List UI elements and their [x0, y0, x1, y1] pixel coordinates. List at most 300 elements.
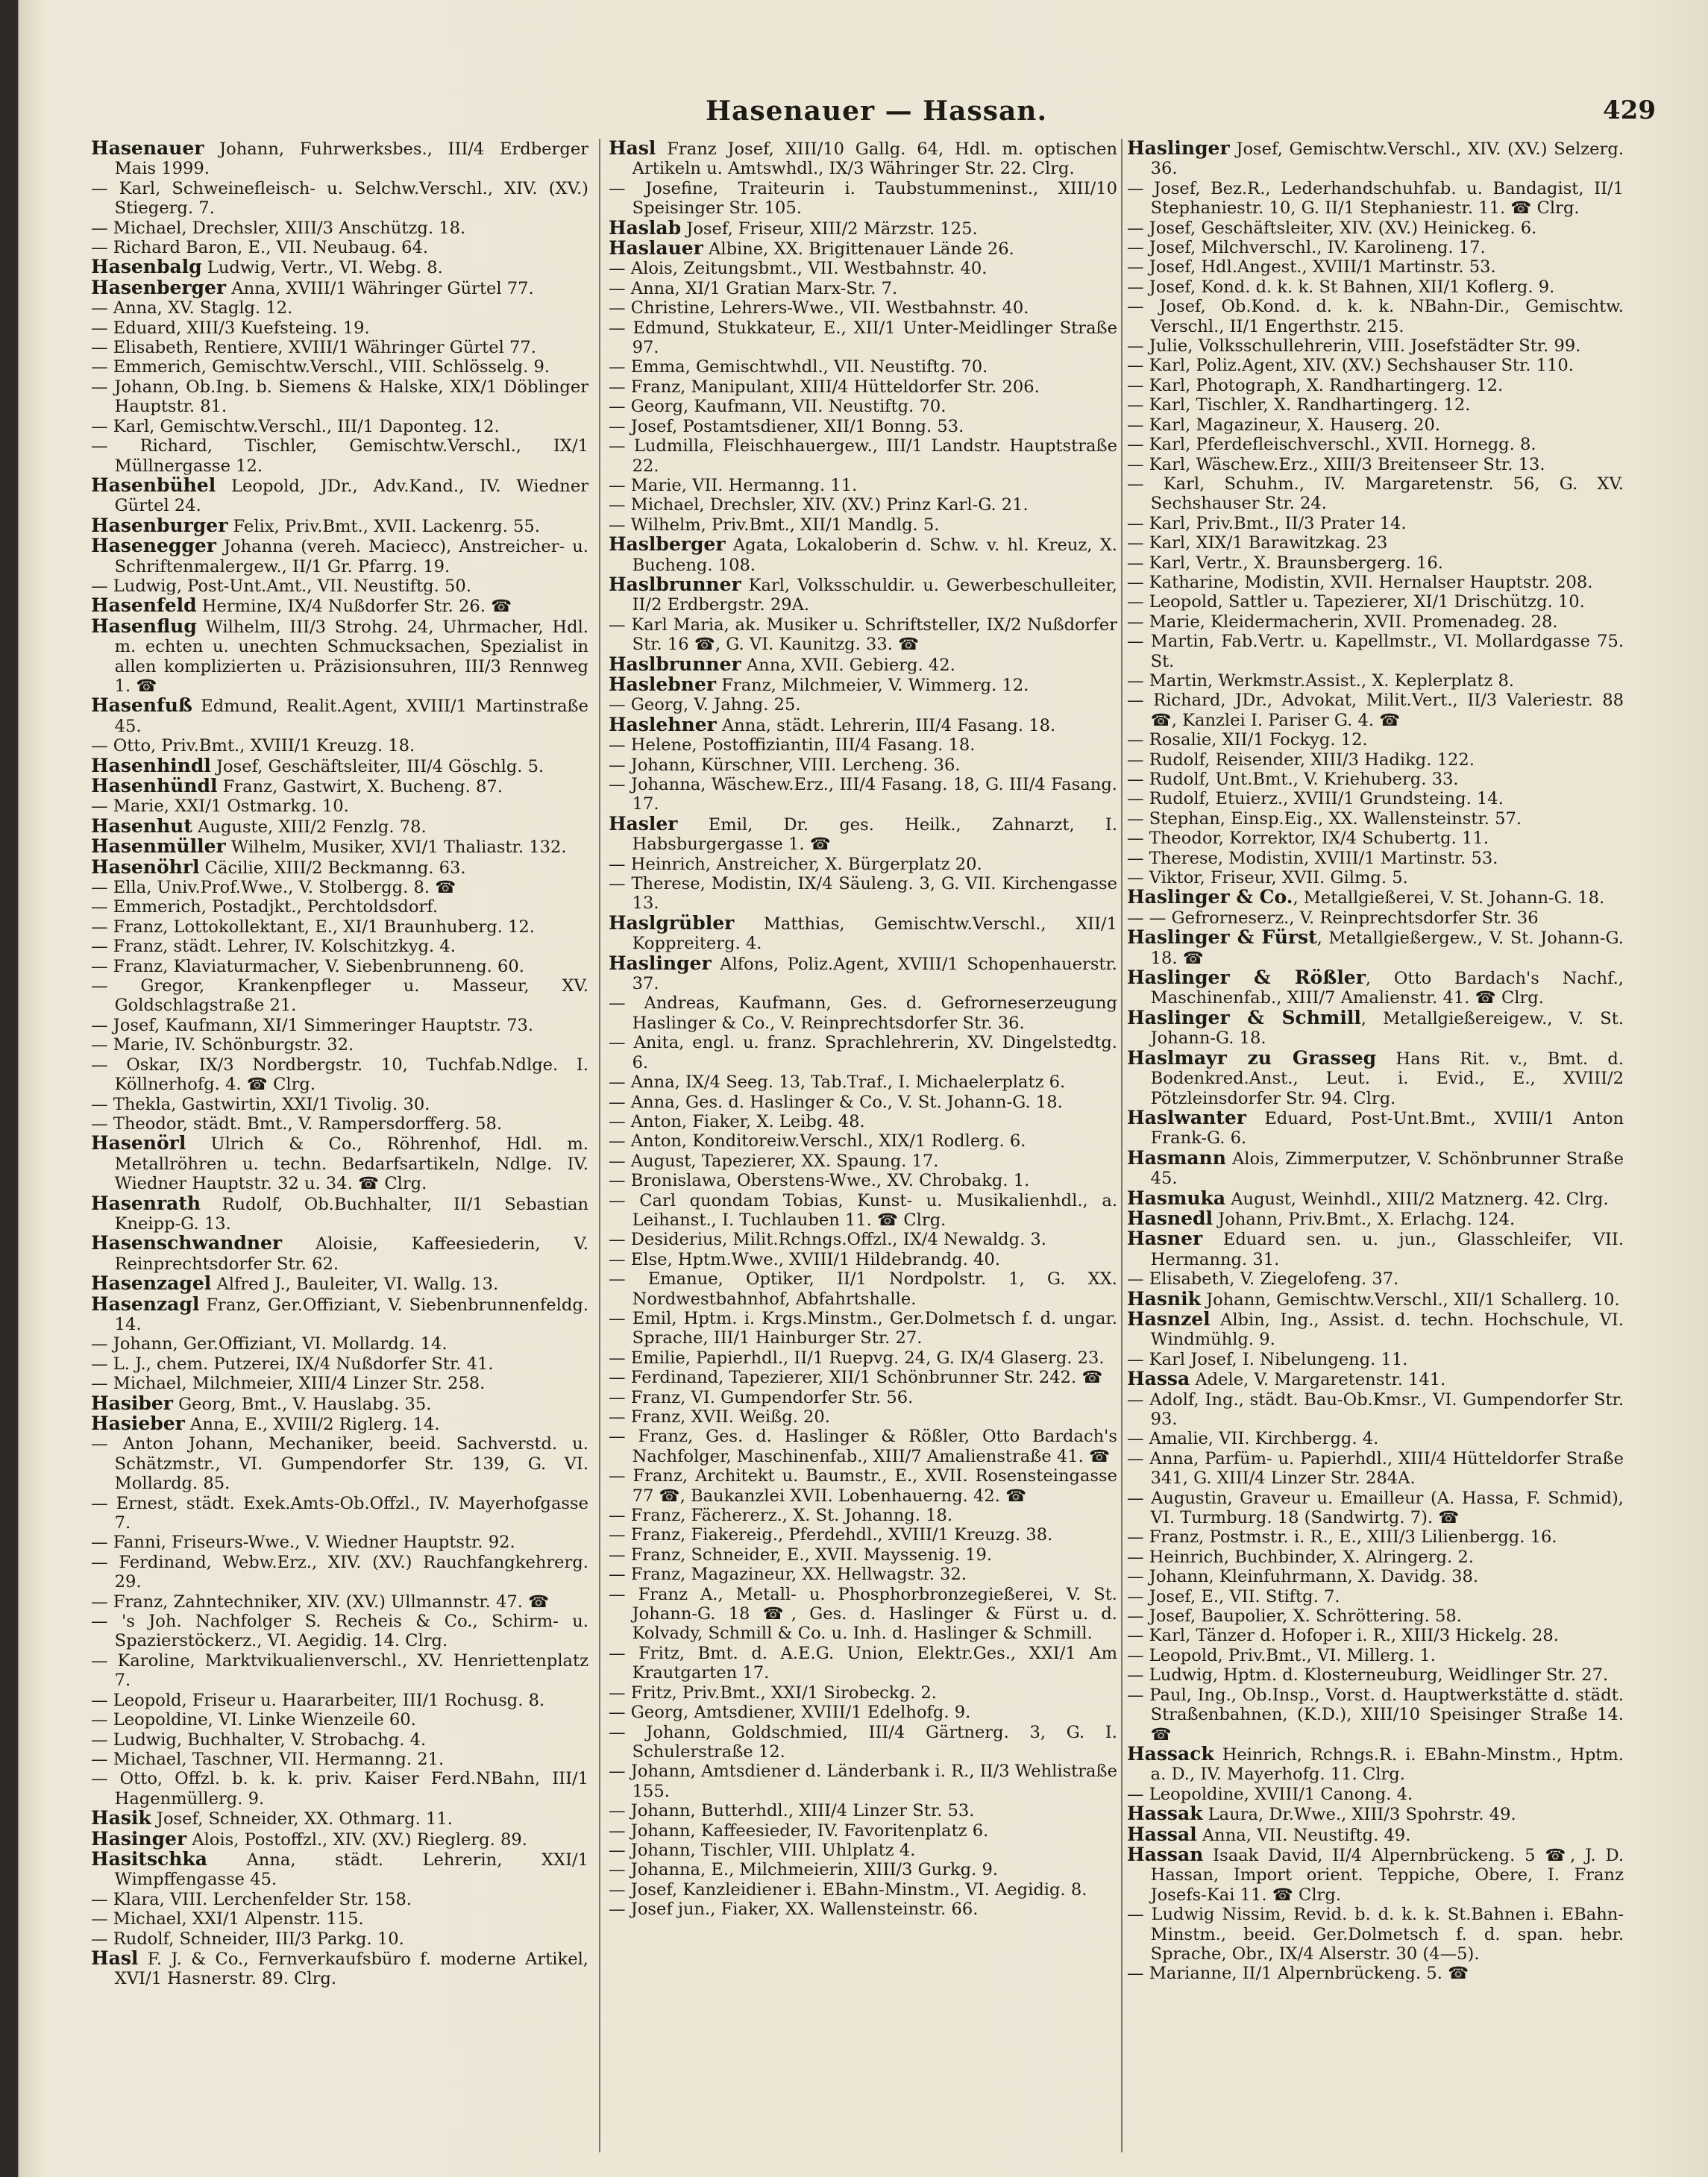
directory-entry — [1127, 553, 1624, 573]
directory-entry — [91, 736, 588, 755]
directory-entry — [1127, 1289, 1624, 1310]
entry-surname: Hassal — [1127, 1823, 1197, 1845]
entry-details: — Otto, Priv.Bmt., XVIII/1 Kreuzg. 18. — [91, 736, 415, 756]
directory-entry — [609, 575, 1117, 615]
directory-entry — [609, 1388, 1117, 1407]
entry-details: — Josefine, Traiteurin i. Taubstummeninst., XIII/10 Speisinger Str. 105. — [609, 178, 1117, 219]
entry-surname: Haslmayr zu Grasseg — [1127, 1046, 1377, 1069]
directory-entry — [91, 1750, 588, 1769]
directory-entry — [91, 1354, 588, 1374]
entry-details: — Rudolf, Schneider, III/3 Parkg. 10. — [91, 1929, 404, 1949]
entry-details: — Josef, Ob.Kond. d. k. k. NBahn-Dir., Gemischtw. Verschl., II/1 Engerthstr. 215. — [1127, 297, 1624, 336]
directory-entry — [91, 797, 588, 816]
entry-details: — Paul, Ing., Ob.Insp., Vorst. d. Hauptwerkstätte d. städt. Straßenbahnen, (K.D.), XIII/10 Speisinger Straße 14. ☎ — [1127, 1685, 1624, 1744]
directory-entry — [609, 377, 1117, 397]
entry-surname: Hasenzagel — [91, 1272, 212, 1295]
directory-entry — [91, 1334, 588, 1354]
entry-details: Aloisie, Kaffeesiederin, V. Reinprechtsdorfer Str. 62. — [114, 1234, 588, 1274]
directory-entry — [609, 775, 1117, 814]
directory-entry — [91, 1691, 588, 1710]
directory-entry — [609, 515, 1117, 535]
entry-details: — Christine, Lehrers-Wwe., VII. Westbahnstr. 40. — [609, 298, 1029, 318]
directory-entry — [609, 814, 1117, 855]
entry-details: Alois, Zimmerputzer, V. Schönbrunner Straße 45. — [1150, 1149, 1624, 1189]
directory-entry — [609, 1152, 1117, 1171]
directory-entry — [609, 1230, 1117, 1249]
entry-surname: Hasenauer — [91, 139, 204, 159]
directory-entry — [91, 577, 588, 596]
entry-details: — Johann, Kleinfuhrmann, X. Davidg. 38. — [1127, 1567, 1479, 1587]
entry-details: Franz, Milchmeier, V. Wimmerg. 12. — [716, 675, 1029, 695]
directory-entry — [91, 357, 588, 377]
directory-entry — [91, 1292, 588, 1335]
directory-entry — [609, 1407, 1117, 1427]
directory-entry — [1127, 1567, 1624, 1586]
directory-entry — [91, 1234, 588, 1274]
entry-details: — Emma, Gemischtwhdl., VII. Neustiftg. 70. — [609, 357, 988, 377]
directory-entry — [609, 675, 1117, 695]
directory-entry — [609, 1033, 1117, 1072]
entry-details: — Franz, Fiakereig., Pferdehdl., XVIII/1 Kreuzg. 38. — [609, 1525, 1053, 1545]
directory-entry — [91, 298, 588, 318]
entry-details: — Emilie, Papierhdl., II/1 Ruepvg. 24, G. IX/4 Glaserg. 23. — [609, 1348, 1105, 1368]
directory-entry — [1127, 514, 1624, 533]
entry-details: Johann, Gemischtw.Verschl., XII/1 Schallerg. 10. — [1200, 1289, 1620, 1310]
entry-surname: Hasenfuß — [91, 694, 192, 717]
entry-details: Anna, VII. Neustiftg. 49. — [1196, 1825, 1411, 1845]
running-title: Hasenauer — Hassan. — [705, 95, 1048, 127]
entry-details: — Georg, Amtsdiener, XVIII/1 Edelhofg. 9. — [609, 1703, 971, 1723]
directory-entry — [609, 1171, 1117, 1190]
directory-entry — [609, 1900, 1117, 1919]
entry-details: — Wilhelm, Priv.Bmt., XII/1 Mandlg. 5. — [609, 515, 940, 535]
entry-details: Laura, Dr.Wwe., XIII/3 Spohrstr. 49. — [1202, 1805, 1516, 1825]
entry-details: — Karl, XIX/1 Barawitzkag. 23 — [1127, 533, 1388, 553]
directory-entry — [1127, 632, 1624, 671]
entry-details: Anna, XVII. Gebierg. 42. — [741, 655, 955, 675]
entry-details: — Anton, Konditoreiw.Verschl., XIX/1 Rodlerg. 6. — [609, 1131, 1026, 1152]
entry-surname: Hasmuka — [1127, 1187, 1226, 1209]
directory-entry — [91, 617, 588, 697]
entry-details: — Karl, Poliz.Agent, XIV. (XV.) Sechshauser Str. 110. — [1127, 356, 1574, 376]
entry-details: — Anna, IX/4 Seeg. 13, Tab.Traf., I. Michaelerplatz 6. — [609, 1072, 1066, 1093]
entry-details: — Josef, Hdl.Angest., XVIII/1 Martinstr. 53. — [1127, 257, 1496, 277]
entry-surname: Haslauer — [609, 237, 703, 260]
entry-details: — Josef, Kaufmann, XI/1 Simmeringer Hauptstr. 73. — [91, 1015, 533, 1035]
entry-details: Johann, Priv.Bmt., X. Erlachg. 124. — [1212, 1209, 1516, 1229]
entry-details: Auguste, XIII/2 Fenzlg. 78. — [192, 817, 427, 837]
entry-surname: Hasenzagl — [91, 1292, 200, 1315]
directory-entry — [609, 1309, 1117, 1348]
entry-details: — Karl, Photograph, X. Randhartingerg. 12. — [1127, 375, 1504, 395]
directory-entry — [91, 278, 588, 298]
directory-entry — [609, 1545, 1117, 1565]
directory-entry — [91, 837, 588, 857]
entry-details: — Franz A., Metall- u. Phosphorbronzegießerei, V. St. Johann-G. 18 ☎, Ges. d. Haslinger & Fürst u. d. Kolvady, Schmill & Co. u. Inh. d. Haslinger & Schmill. — [609, 1584, 1117, 1644]
directory-entry — [609, 1506, 1117, 1525]
directory-entry — [609, 615, 1117, 655]
directory-entry — [609, 535, 1117, 575]
entry-details: — Josef, E., VII. Stiftg. 7. — [1127, 1586, 1340, 1606]
directory-entry — [609, 1466, 1117, 1506]
entry-details: — Anna, XV. Staglg. 12. — [91, 298, 293, 318]
directory-entry — [1127, 592, 1624, 612]
entry-details: — Anton Johann, Mechaniker, beeid. Sachverstd. u. Schätzmstr., VI. Gumpendorfer Str. 139, G. VI. Mollardg. 85. — [91, 1434, 588, 1494]
entry-surname: Haslberger — [609, 533, 726, 556]
entry-surname: Hasl — [91, 1947, 139, 1969]
directory-entry — [1127, 376, 1624, 395]
entry-details: — August, Tapezierer, XX. Spaung. 17. — [609, 1151, 939, 1171]
entry-surname: Hasenhündl — [91, 775, 218, 797]
directory-entry — [91, 937, 588, 956]
entry-details: — Martin, Fab.Vertr. u. Kapellmstr., VI. Mollardgasse 75. St. — [1127, 632, 1624, 671]
entry-surname: Haslinger — [1127, 139, 1230, 159]
directory-entry — [1127, 908, 1624, 928]
entry-details: — Rosalie, XII/1 Fockyg. 12. — [1127, 730, 1368, 750]
entry-details: Josef, Friseur, XIII/2 Märzstr. 125. — [681, 219, 978, 239]
entry-details: , Metallgießereigew., V. St. Johann-G. 18. — [1150, 1008, 1624, 1049]
directory-entry — [1127, 1369, 1624, 1389]
entry-details: — Carl quondam Tobias, Kunst- u. Musikalienhdl., a. Leihanst., I. Tuchlauben 11. ☎ Clrg. — [609, 1190, 1117, 1230]
directory-entry — [91, 417, 588, 436]
entry-surname: Hasenhindl — [91, 754, 211, 776]
entry-details: — Anna, XI/1 Gratian Marx-Str. 7. — [609, 278, 898, 298]
directory-entry — [91, 1134, 588, 1193]
entry-details: — Franz, Architekt u. Baumstr., E., XVII. Rosensteingasse 77 ☎, Baukanzlei XVII. Lobenhauerng. 42. ☎ — [609, 1466, 1117, 1506]
directory-entry — [1127, 336, 1624, 356]
directory-entry — [91, 436, 588, 476]
directory-entry — [91, 596, 588, 616]
directory-entry — [91, 377, 588, 417]
entry-details: — Ludwig Nissim, Revid. b. d. k. k. St.Bahnen i. EBahn-Minstm., beeid. Ger.Dolmetsch f. d. span. hebr. Sprache, Obr., IX/4 Alserstr. 30 (4—5). — [1127, 1905, 1624, 1964]
directory-entry — [1127, 395, 1624, 415]
entry-details: Edmund, Realit.Agent, XVIII/1 Martinstraße 45. — [114, 697, 588, 736]
directory-entry — [609, 954, 1117, 994]
entry-surname: Haslinger & Schmill — [1127, 1006, 1361, 1028]
entry-details: — Viktor, Friseur, XVII. Gilmg. 5. — [1127, 868, 1408, 888]
entry-details: — Anita, engl. u. franz. Sprachlehrerin, XV. Dingelstedtg. 6. — [609, 1033, 1117, 1072]
entry-details: — Leopoldine, XVIII/1 Canong. 4. — [1127, 1784, 1413, 1804]
directory-entry — [609, 1723, 1117, 1762]
entry-details: — Karl, Gemischtw.Verschl., III/1 Daponteg. 12. — [91, 416, 500, 436]
entry-surname: Hasenburger — [91, 514, 228, 536]
entry-details: — Ella, Univ.Prof.Wwe., V. Stolbergg. 8. ☎ — [91, 878, 456, 898]
entry-surname: Haslinger & Fürst — [1127, 926, 1317, 949]
entry-details: — Ferdinand, Webw.Erz., XIV. (XV.) Rauchfangkehrerg. 29. — [91, 1552, 588, 1592]
entry-details: — Karl, Tischler, X. Randhartingerg. 12. — [1127, 395, 1471, 415]
directory-entry — [91, 318, 588, 338]
entry-surname: Hasenflug — [91, 615, 197, 637]
entry-surname: Hasenberger — [91, 276, 227, 298]
directory-entry — [1127, 1646, 1624, 1665]
directory-entry — [1127, 1489, 1624, 1528]
entry-details: — Leopold, Priv.Bmt., VI. Millerg. 1. — [1127, 1645, 1436, 1665]
entry-details: Hans Rit. v., Bmt. d. Bodenkred.Anst., Leut. i. Evid., E., XVIII/2 Pötzleinsdorfer Str. 94. Clrg. — [1150, 1049, 1624, 1108]
directory-entry — [1127, 1804, 1624, 1824]
entry-details: — Else, Hptm.Wwe., XVIII/1 Hildebrandg. 40. — [609, 1249, 1000, 1269]
directory-entry — [91, 814, 588, 837]
entry-details: Emil, Dr. ges. Heilk., Zahnarzt, I. Habsburgergasse 1. ☎ — [632, 814, 1117, 855]
directory-entry — [609, 318, 1117, 358]
directory-entry — [1127, 928, 1624, 968]
entry-surname: Hasler — [609, 812, 678, 835]
entry-details: Franz Josef, XIII/10 Gallg. 64, Hdl. m. optischen Artikeln u. Amtswhdl., IX/3 Währinger Str. 22. Clrg. — [632, 139, 1117, 179]
directory-entry — [91, 179, 588, 219]
directory-entry — [1127, 179, 1624, 219]
book-spine — [0, 0, 18, 2177]
directory-entry — [1127, 1146, 1624, 1189]
entry-surname: Hasl — [609, 139, 656, 159]
entry-details: — Richard, JDr., Advokat, Milit.Vert., II/3 Valeriestr. 88 ☎, Kanzlei I. Pariser G. 4. ☎ — [1127, 691, 1624, 730]
entry-surname: Haslinger & Rößler — [1127, 967, 1366, 989]
entry-details: — Karl, Tänzer d. Hofoper i. R., XIII/3 Hickelg. 28. — [1127, 1626, 1559, 1646]
directory-entry — [1127, 770, 1624, 789]
directory-entry — [609, 655, 1117, 675]
directory-entry — [609, 1112, 1117, 1131]
directory-entry — [1127, 1527, 1624, 1547]
directory-entry — [609, 1880, 1117, 1900]
directory-entry — [91, 1890, 588, 1909]
entry-details: — Martin, Werkmstr.Assist., X. Keplerplatz 8. — [1127, 670, 1515, 691]
entry-details: — Ludwig, Buchhalter, V. Strobachg. 4. — [91, 1730, 427, 1750]
page-number: 429 — [1603, 95, 1656, 125]
entry-details: — Desiderius, Milit.Rchngs.Offzl., IX/4 Newaldg. 3. — [609, 1230, 1046, 1250]
entry-details: — Ludwig, Hptm. d. Klosterneuburg, Weidlinger Str. 27. — [1127, 1665, 1609, 1686]
entry-details: Alfons, Poliz.Agent, XVIII/1 Schopenhauerstr. 37. — [632, 954, 1117, 994]
directory-entry — [609, 1860, 1117, 1879]
entry-details: Josef, Gemischtw.Verschl., XIV. (XV.) Selzerg. 36. — [1150, 139, 1624, 179]
entry-surname: Haslab — [609, 216, 682, 239]
entry-details: — Karl, Schuhm., IV. Margaretenstr. 56, G. XV. Sechshauser Str. 24. — [1127, 474, 1624, 514]
directory-entry — [91, 1769, 588, 1809]
entry-details: — Michael, Drechsler, XIII/3 Anschützg. 18. — [91, 218, 466, 238]
entry-details: Alfred J., Bauleiter, VI. Wallg. 13. — [211, 1275, 499, 1295]
entry-details: — Leopold, Sattler u. Tapezierer, XI/1 Drischützg. 10. — [1127, 592, 1585, 612]
directory-entry — [91, 917, 588, 937]
directory-entry — [1127, 1390, 1624, 1430]
entry-surname: Haslebner — [609, 673, 717, 695]
directory-entry — [91, 1494, 588, 1533]
directory-entry — [1127, 1964, 1624, 1983]
entry-details: — Johann, Tischler, VIII. Uhlplatz 4. — [609, 1840, 916, 1860]
directory-entry — [609, 259, 1117, 278]
entry-surname: Hasnik — [1127, 1287, 1201, 1310]
directory-entry — [609, 1703, 1117, 1722]
directory-entry — [609, 874, 1117, 914]
entry-surname: Hasitschka — [91, 1847, 207, 1870]
entry-details: — Franz, Schneider, E., XVII. Mayssenig. 19. — [609, 1545, 993, 1565]
entry-details: — Josef, Kanzleidiener i. EBahn-Minstm., VI. Aegidig. 8. — [609, 1879, 1087, 1900]
entry-surname: Hassan — [1127, 1843, 1204, 1865]
directory-entry — [1127, 1686, 1624, 1744]
directory-entry — [609, 357, 1117, 377]
entry-surname: Haslinger — [609, 952, 712, 974]
directory-entry — [91, 1533, 588, 1552]
column-middle — [609, 139, 1117, 2160]
entry-surname: Hasenrath — [91, 1192, 201, 1214]
entry-details: — Eduard, XIII/3 Kuefsteing. 19. — [91, 318, 370, 338]
entry-details: Matthias, Gemischtw.Verschl., XII/1 Koppreiterg. 4. — [632, 914, 1117, 954]
directory-entry — [1127, 868, 1624, 888]
entry-details: — Ludmilla, Fleischhauergew., III/1 Landstr. Hauptstraße 22. — [609, 436, 1117, 476]
directory-entry — [91, 1592, 588, 1612]
entry-surname: Hasenöhrl — [91, 855, 200, 878]
column-divider — [599, 139, 600, 2152]
directory-entry — [609, 1801, 1117, 1821]
directory-entry — [91, 696, 588, 736]
entry-details: — Katharine, Modistin, XVII. Hernalser Hauptstr. 208. — [1127, 572, 1593, 592]
entry-details: — Theodor, Korrektor, IX/4 Schubertg. 11. — [1127, 829, 1489, 849]
directory-entry — [1127, 968, 1624, 1008]
column-right — [1127, 139, 1624, 2160]
entry-details: — Karl, Magazineur, X. Hauserg. 20. — [1127, 415, 1441, 435]
entry-details: — Rudolf, Etuierz., XVIII/1 Grundsteing. 14. — [1127, 789, 1504, 809]
directory-entry — [1127, 1845, 1624, 1905]
entry-details: — Michael, XXI/1 Alpenstr. 115. — [91, 1909, 364, 1929]
entry-details: Alois, Postoffzl., XIV. (XV.) Rieglerg. 89. — [186, 1829, 527, 1850]
column-left — [91, 139, 588, 2160]
entry-surname: Hasenhut — [91, 814, 192, 837]
entry-details: — Josef, Baupolier, X. Schröttering. 58. — [1127, 1606, 1462, 1627]
directory-entry — [91, 1949, 588, 1989]
entry-details: Albin, Ing., Assist. d. techn. Hochschule, VI. Windmühlg. 9. — [1150, 1310, 1624, 1350]
directory-entry — [1127, 1046, 1624, 1108]
entry-details: August, Weinhdl., XIII/2 Matznerg. 42. Clrg. — [1225, 1189, 1609, 1209]
entry-details: Cäcilie, XIII/2 Beckmanng. 63. — [199, 858, 466, 878]
entry-details: — 's Joh. Nachfolger S. Recheis & Co., Schirm- u. Spazierstöckerz., VI. Aegidig. 14. Clrg. — [91, 1612, 588, 1651]
entry-details: — Edmund, Stukkateur, E., XII/1 Unter-Meidlinger Straße 97. — [609, 318, 1117, 358]
entry-details: — Heinrich, Anstreicher, X. Bürgerplatz 20. — [609, 854, 982, 874]
directory-entry — [609, 216, 1117, 239]
entry-details: — L. J., chem. Putzerei, IX/4 Nußdorfer Str. 41. — [91, 1354, 494, 1374]
entry-surname: Hasinger — [91, 1827, 187, 1850]
directory-entry — [1127, 415, 1624, 435]
entry-details: — Marie, IV. Schönburgstr. 32. — [91, 1035, 354, 1055]
entry-surname: Hassak — [1127, 1803, 1203, 1825]
directory-entry — [609, 1841, 1117, 1860]
entry-details: — Elisabeth, Rentiere, XVIII/1 Währinger Gürtel 77. — [91, 338, 536, 358]
entry-details: — Franz, Manipulant, XIII/4 Hütteldorfer Str. 206. — [609, 377, 1040, 397]
entry-details: — Karl, Pferdefleischverschl., XVII. Hornegg. 8. — [1127, 435, 1536, 455]
directory-entry — [91, 1374, 588, 1393]
directory-entry — [1127, 435, 1624, 454]
entry-details: — Karoline, Marktvikualienverschl., XV. Henriettenplatz 7. — [91, 1650, 588, 1691]
directory-entry — [609, 1348, 1117, 1368]
directory-entry — [91, 1114, 588, 1134]
entry-details: — Oskar, IX/3 Nordbergstr. 10, Tuchfab.Ndlge. I. Köllnerhofg. 4. ☎ Clrg. — [91, 1055, 588, 1095]
entry-details: — Franz, Ges. d. Haslinger & Rößler, Otto Bardach's Nachfolger, Maschinenfab., XIII/7 Amalienstraße 41. ☎ — [609, 1427, 1117, 1466]
directory-entry — [91, 257, 588, 277]
directory-entry — [609, 993, 1117, 1033]
entry-details: — Michael, Drechsler, XIV. (XV.) Prinz Karl-G. 21. — [609, 495, 1029, 515]
entry-details: — Rudolf, Reisender, XIII/3 Hadikg. 122. — [1127, 750, 1475, 770]
entry-details: — Franz, Klaviaturmacher, V. Siebenbrunneng. 60. — [91, 956, 524, 976]
directory-entry — [609, 1585, 1117, 1644]
directory-entry — [1127, 1785, 1624, 1804]
entry-surname: Haslbrunner — [609, 653, 741, 675]
entry-details: Ulrich & Co., Röhrenhof, Hdl. m. Metallröhren u. techn. Bedarfsartikeln, Ndlge. IV. Wiedner Hauptstr. 32 u. 34. ☎ Clrg. — [114, 1134, 588, 1194]
directory-entry — [609, 695, 1117, 714]
column-divider — [1121, 139, 1123, 2152]
entry-details: — Emanue, Optiker, II/1 Nordpolstr. 1, G. XX. Nordwestbahnhof, Abfahrtshalle. — [609, 1269, 1117, 1309]
entry-surname: Hasieber — [91, 1413, 185, 1434]
directory-entry — [91, 1414, 588, 1434]
directory-entry — [609, 911, 1117, 954]
directory-entry — [91, 476, 588, 516]
directory-entry — [91, 1730, 588, 1750]
directory-entry — [91, 1710, 588, 1730]
entry-details: Albine, XX. Brigittenauer Lände 26. — [703, 239, 1014, 260]
directory-entry — [609, 1762, 1117, 1801]
entry-details: Anna, XVIII/1 Währinger Gürtel 77. — [226, 278, 534, 298]
directory-entry — [1127, 1209, 1624, 1229]
entry-details: — Richard, Tischler, Gemischtw.Verschl., IX/1 Müllnergasse 12. — [91, 436, 588, 476]
entry-details: Agata, Lokaloberin d. Schw. v. hl. Kreuz, X. Bucheng. 108. — [632, 535, 1117, 575]
directory-entry — [609, 855, 1117, 874]
entry-details: — Marie, VII. Hermanng. 11. — [609, 475, 858, 495]
entry-details: — Karl, Schweinefleisch- u. Selchw.Verschl., XIV. (XV.) Stiegerg. 7. — [91, 178, 588, 219]
entry-surname: Haslbrunner — [609, 573, 741, 595]
directory-entry — [91, 1909, 588, 1929]
entry-details: Anna, E., XVIII/2 Riglerg. 14. — [184, 1415, 440, 1434]
directory-entry — [1127, 297, 1624, 336]
entry-details: — Thekla, Gastwirtin, XXI/1 Tivolig. 30. — [91, 1094, 430, 1114]
entry-details: — Rudolf, Unt.Bmt., V. Kriehuberg. 33. — [1127, 770, 1459, 789]
entry-details: — Therese, Modistin, XVIII/1 Martinstr. 53. — [1127, 848, 1498, 868]
directory-entry — [91, 878, 588, 897]
directory-entry — [1127, 1429, 1624, 1448]
entry-details: Anna, städt. Lehrerin, XXI/1 Wimpffengasse 45. — [114, 1850, 588, 1890]
entry-details: — Anna, Ges. d. Haslinger & Co., V. St. Johann-G. 18. — [609, 1092, 1063, 1112]
entry-details: — Johann, Kürschner, VIII. Lercheng. 36. — [609, 755, 961, 775]
entry-details: Johann, Fuhrwerksbes., III/4 Erdberger Mais 1999. — [114, 139, 588, 179]
entry-details: — Helene, Postoffiziantin, III/4 Fasang. 18. — [609, 735, 976, 755]
directory-entry — [1127, 671, 1624, 691]
entry-details: , Otto Bardach's Nachf., Maschinenfab., XIII/7 Amalienstr. 41. ☎ Clrg. — [1150, 969, 1624, 1008]
directory-entry — [91, 1095, 588, 1114]
entry-details: — Stephan, Einsp.Eig., XX. Wallensteinstr. 57. — [1127, 808, 1522, 829]
entry-details: — Franz, Magazineur, XX. Hellwagstr. 32. — [609, 1565, 967, 1585]
directory-entry — [91, 338, 588, 357]
entry-details: — Georg, V. Jahng. 25. — [609, 695, 801, 715]
entry-details: — Karl, Priv.Bmt., II/3 Prater 14. — [1127, 513, 1407, 533]
entry-details: — Anna, Parfüm- u. Papierhdl., XIII/4 Hütteldorfer Straße 341, G. XIII/4 Linzer Str. 284A. — [1127, 1448, 1624, 1489]
entry-details: — Richard Baron, E., VII. Neubaug. 64. — [91, 238, 429, 258]
directory-entry — [91, 776, 588, 797]
directory-entry — [609, 1644, 1117, 1683]
entry-details: Eduard, Post-Unt.Bmt., XVIII/1 Anton Frank-G. 6. — [1150, 1108, 1624, 1149]
directory-entry — [609, 1821, 1117, 1841]
entry-details: Ludwig, Vertr., VI. Webg. 8. — [201, 258, 443, 278]
entry-details: Felix, Priv.Bmt., XVII. Lackenrg. 55. — [227, 516, 540, 536]
entry-details: — Johann, Butterhdl., XIII/4 Linzer Str. 53. — [609, 1801, 975, 1821]
entry-details: — Franz, Fächererz., X. St. Johanng. 18. — [609, 1506, 953, 1526]
directory-entry — [1127, 1229, 1624, 1269]
entry-details: — Bronislawa, Oberstens-Wwe., XV. Chrobakg. 1. — [609, 1171, 1030, 1191]
directory-entry — [609, 715, 1117, 735]
directory-entry — [609, 417, 1117, 436]
directory-entry — [91, 1394, 588, 1414]
entry-details: — Johanna, E., Milchmeierin, XIII/3 Gurkg. 9. — [609, 1860, 999, 1880]
directory-entry — [609, 436, 1117, 476]
entry-details: Georg, Bmt., V. Hauslabg. 35. — [172, 1394, 432, 1414]
entry-surname: Hasnedl — [1127, 1207, 1213, 1229]
entry-surname: Hasenmüller — [91, 835, 226, 858]
directory-entry — [91, 897, 588, 917]
entry-details: — Theodor, städt. Bmt., V. Rampersdorfferg. 58. — [91, 1113, 503, 1134]
directory-entry — [91, 1809, 588, 1829]
directory-entry — [609, 1565, 1117, 1584]
